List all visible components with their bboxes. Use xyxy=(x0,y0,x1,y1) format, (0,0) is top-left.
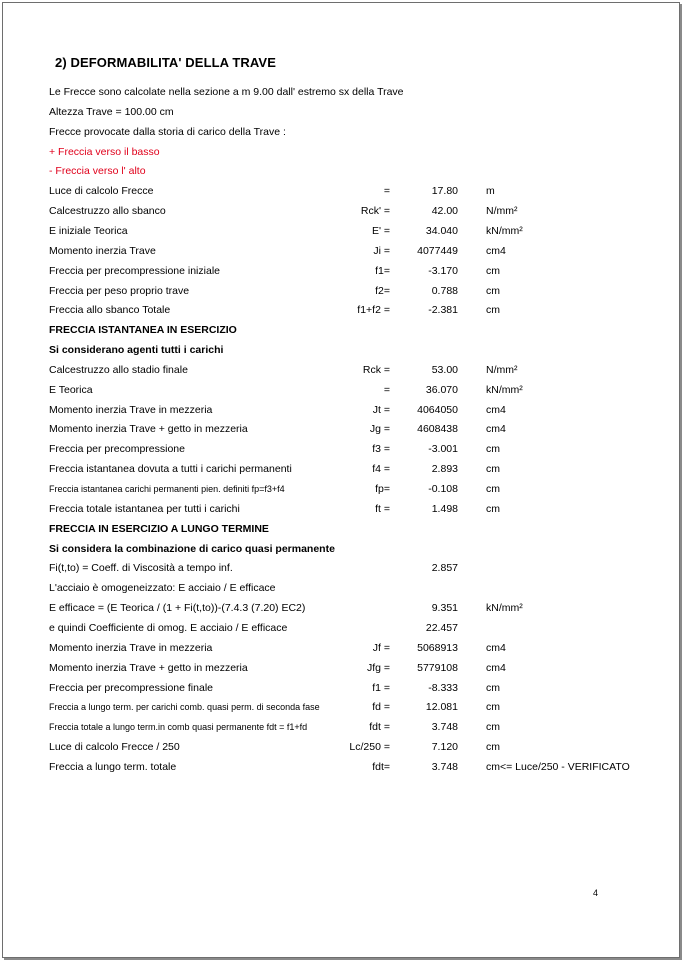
row-value: -0.108 xyxy=(428,483,458,495)
calc-row xyxy=(3,104,679,120)
row-unit: cm xyxy=(486,681,500,694)
row-label: Calcestruzzo allo sbanco xyxy=(49,205,166,218)
calc-row xyxy=(3,263,679,279)
row-unit: kN/mm² xyxy=(486,224,523,237)
document-page xyxy=(2,2,680,958)
row-value: 7.120 xyxy=(431,741,458,754)
row-value: 0.788 xyxy=(431,284,458,297)
calc-row xyxy=(3,680,679,696)
row-label: - Freccia verso l' alto xyxy=(49,165,146,178)
calc-row xyxy=(3,600,679,616)
row-value: 12.081 xyxy=(425,701,458,714)
calc-row xyxy=(3,481,679,497)
row-unit: kN/mm² xyxy=(486,383,523,396)
row-unit: cm xyxy=(486,463,500,476)
row-unit: cm xyxy=(486,443,500,456)
row-label: Freccia a lungo term. totale xyxy=(49,760,177,773)
row-label: Freccia per precompressione finale xyxy=(49,681,213,694)
row-label: Freccia per precompressione iniziale xyxy=(49,264,220,277)
row-value: 3.748 xyxy=(431,721,458,734)
calc-row xyxy=(3,203,679,219)
row-label: Freccia totale istantanea per tutti i carichi xyxy=(49,502,240,515)
row-value: 2.893 xyxy=(431,463,458,476)
row-label: Freccia totale a lungo term.in comb quasi permanente fdt = f1+fd xyxy=(49,722,308,733)
row-value: 22.457 xyxy=(425,621,458,634)
calc-row xyxy=(3,640,679,656)
row-symbol: Lc/250 = xyxy=(349,741,390,754)
row-label: Si considera la combinazione di carico quasi permanente xyxy=(49,542,335,555)
calc-row xyxy=(3,124,679,140)
row-symbol: E' = xyxy=(371,224,390,237)
row-value: 34.040 xyxy=(425,224,458,237)
row-symbol: Jf = xyxy=(372,641,390,654)
row-symbol: Jfg = xyxy=(366,661,390,674)
row-value: -3.170 xyxy=(428,264,458,277)
row-label: Si considerano agenti tutti i carichi xyxy=(49,344,224,357)
calc-row xyxy=(3,342,679,358)
row-unit: cm<= Luce/250 - VERIFICATO xyxy=(486,760,630,773)
row-value: 17.80 xyxy=(431,185,458,198)
row-label: FRECCIA IN ESERCIZIO A LUNGO TERMINE xyxy=(49,522,269,535)
row-label: Momento inerzia Trave in mezzeria xyxy=(49,403,213,416)
calc-row xyxy=(3,461,679,477)
row-label: FRECCIA ISTANTANEA IN ESERCIZIO xyxy=(49,324,237,337)
row-symbol: Rck' = xyxy=(360,205,390,218)
calc-row xyxy=(3,759,679,775)
row-value: 36.070 xyxy=(425,383,458,396)
row-label: Momento inerzia Trave xyxy=(49,244,156,257)
row-value: -8.333 xyxy=(428,681,458,694)
calc-row xyxy=(3,580,679,596)
row-value: 2.857 xyxy=(431,562,458,575)
row-label: L'acciaio è omogeneizzato: E acciaio / E efficace xyxy=(49,582,276,595)
calc-row xyxy=(3,223,679,239)
row-label: E Teorica xyxy=(49,383,93,396)
row-label: Freccia a lungo term. per carichi comb. quasi perm. di seconda fase xyxy=(49,702,320,713)
row-label: Freccia per peso proprio trave xyxy=(49,284,190,297)
calc-row xyxy=(3,144,679,160)
row-symbol: fdt= xyxy=(372,760,390,773)
row-label: + Freccia verso il basso xyxy=(49,145,160,158)
calc-row xyxy=(3,382,679,398)
row-unit: m xyxy=(486,185,495,198)
row-value: 5068913 xyxy=(417,641,458,654)
row-label: Calcestruzzo allo stadio finale xyxy=(49,363,188,376)
row-value: -3.001 xyxy=(428,443,458,456)
row-symbol: = xyxy=(383,185,390,198)
row-label: Altezza Trave = 100.00 cm xyxy=(49,105,174,118)
row-unit: cm4 xyxy=(486,641,506,654)
row-symbol: Rck = xyxy=(362,363,390,376)
calc-row xyxy=(3,84,679,100)
calc-row xyxy=(3,441,679,457)
row-unit: cm xyxy=(486,483,500,495)
row-label: Momento inerzia Trave + getto in mezzeria xyxy=(49,423,248,436)
row-value: 53.00 xyxy=(431,363,458,376)
row-symbol: f3 = xyxy=(372,443,390,456)
row-symbol: f1= xyxy=(375,264,390,277)
row-unit: cm xyxy=(486,701,500,714)
row-unit: cm4 xyxy=(486,423,506,436)
calc-row xyxy=(3,699,679,715)
row-value: 42.00 xyxy=(431,205,458,218)
row-symbol: f2= xyxy=(375,284,390,297)
row-unit: cm4 xyxy=(486,661,506,674)
calc-row xyxy=(3,183,679,199)
row-unit: cm xyxy=(486,721,500,734)
calc-row xyxy=(3,283,679,299)
row-label: Le Frecce sono calcolate nella sezione a m 9.00 dall' estremo sx della Trave xyxy=(49,86,404,98)
calc-row xyxy=(3,560,679,576)
calc-row xyxy=(3,501,679,517)
row-value: 4064050 xyxy=(417,403,458,416)
row-unit: kN/mm² xyxy=(486,602,523,615)
row-label: E efficace = (E Teorica / (1 + Fi(t,to))-(7.4.3 (7.20) EC2) xyxy=(49,602,306,615)
row-unit: cm4 xyxy=(486,403,506,416)
row-symbol: f4 = xyxy=(372,463,390,476)
row-unit: cm xyxy=(486,264,500,277)
row-unit: cm xyxy=(486,304,500,317)
row-label: Freccia allo sbanco Totale xyxy=(49,304,171,317)
calc-row xyxy=(3,402,679,418)
row-label: Freccia istantanea dovuta a tutti i carichi permanenti xyxy=(49,463,292,476)
calc-row xyxy=(3,620,679,636)
calc-row xyxy=(3,521,679,537)
row-symbol: f1 = xyxy=(372,681,390,694)
row-unit: cm xyxy=(486,284,500,297)
row-label: E iniziale Teorica xyxy=(49,224,128,237)
row-unit: cm xyxy=(486,741,500,754)
calc-row xyxy=(3,163,679,179)
row-value: 4608438 xyxy=(417,423,458,436)
page-number: 4 xyxy=(593,888,599,898)
row-label: e quindi Coefficiente di omog. E acciaio / E efficace xyxy=(49,621,288,634)
row-symbol: fd = xyxy=(372,701,390,714)
row-symbol: Jg = xyxy=(369,423,390,436)
row-value: 3.748 xyxy=(431,760,458,773)
row-label: Freccia per precompressione xyxy=(49,443,185,456)
calc-row xyxy=(3,739,679,755)
row-unit: cm4 xyxy=(486,244,506,257)
calc-row xyxy=(3,421,679,437)
row-label: Luce di calcolo Frecce xyxy=(49,185,154,198)
row-symbol: ft = xyxy=(375,502,390,515)
row-label: Frecce provocate dalla storia di carico della Trave : xyxy=(49,125,286,138)
row-symbol: Ji = xyxy=(373,244,390,257)
calc-row xyxy=(3,660,679,676)
calc-row xyxy=(3,302,679,318)
row-label: Luce di calcolo Frecce / 250 xyxy=(49,741,180,754)
row-value: 5779108 xyxy=(417,661,458,674)
row-value: 9.351 xyxy=(431,602,458,615)
row-value: 4077449 xyxy=(417,244,458,257)
row-symbol: fp= xyxy=(375,483,390,495)
calc-row xyxy=(3,322,679,338)
row-label: Momento inerzia Trave in mezzeria xyxy=(49,641,213,654)
row-value: 1.498 xyxy=(431,502,458,515)
row-unit: cm xyxy=(486,502,500,515)
calc-row xyxy=(3,719,679,735)
row-label: Momento inerzia Trave + getto in mezzeria xyxy=(49,661,248,674)
calc-row xyxy=(3,541,679,557)
row-symbol: f1+f2 = xyxy=(357,304,390,317)
row-value: -2.381 xyxy=(428,304,458,317)
row-symbol: Jt = xyxy=(372,403,390,416)
row-symbol: = xyxy=(383,383,390,396)
row-label: Freccia istantanea carichi permanenti pien. definiti fp=f3+f4 xyxy=(49,484,285,494)
row-symbol: fdt = xyxy=(369,721,390,734)
row-unit: N/mm² xyxy=(486,363,518,376)
row-unit: N/mm² xyxy=(486,205,518,218)
calc-row xyxy=(3,362,679,378)
section-title: 2) DEFORMABILITA' DELLA TRAVE xyxy=(55,55,276,70)
calc-row xyxy=(3,243,679,259)
row-label: Fi(t,to) = Coeff. di Viscosità a tempo inf. xyxy=(49,562,233,575)
